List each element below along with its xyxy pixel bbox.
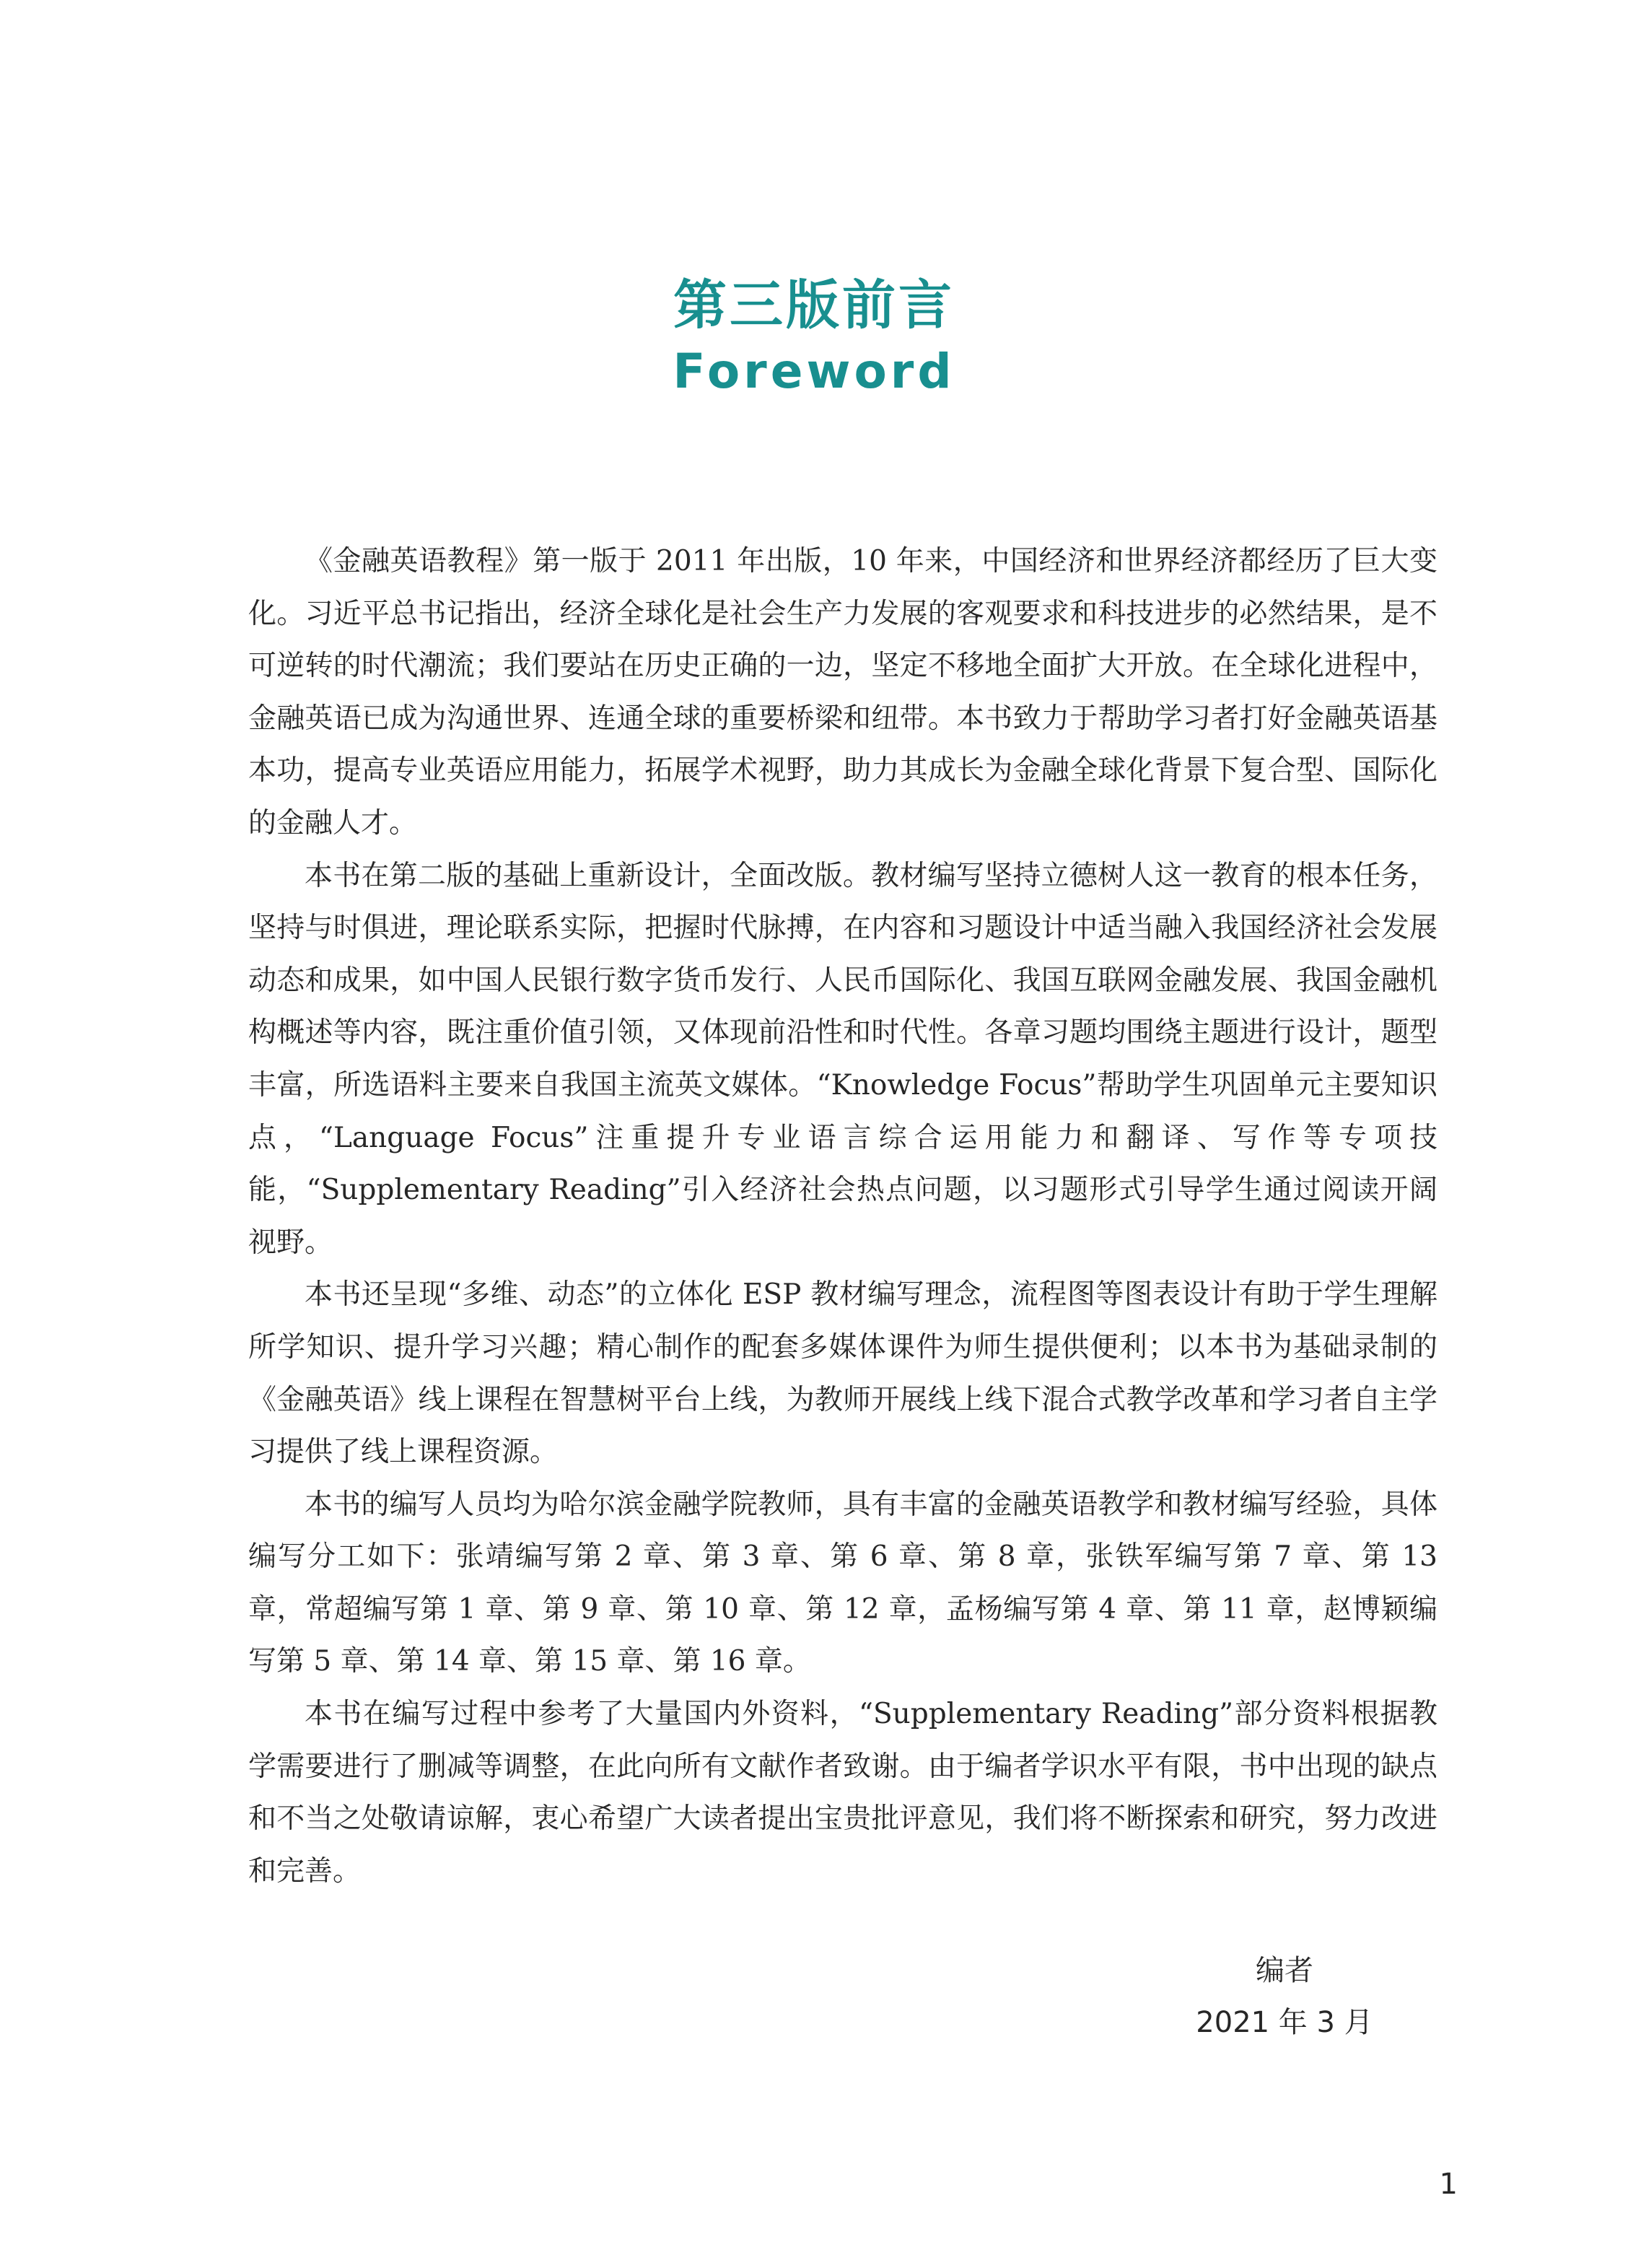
paragraph-1: 《金融英语教程》第一版于 2011 年出版，10 年来，中国经济和世界经济都经历了巨大变化。习近平总书记指出，经济全球化是社会生产力发展的客观要求和科技进步的必然结果，是不可逆转的时代潮流；我们要站在历史正确的一边，坚定不移地全面扩大开放。在全球化进程中，金融英语已成为沟通世界、连通全球的重要桥梁和纽带。本书致力于帮助学习者打好金融英语基本功，提高专业英语应用能力，拓展学术视野，助力其成长为金融全球化背景下复合型、国际化的金融人才。 bbox=[248, 545, 1437, 839]
page-number: 1 bbox=[1439, 2168, 1458, 2201]
paragraph-3: 本书还呈现“多维、动态”的立体化 ESP 教材编写理念，流程图等图表设计有助于学生理解所学知识、提升学习兴趣；精心制作的配套多媒体课件为师生提供便利；以本书为基础录制的《金融英语》线上课程在智慧树平台上线，为教师开展线上线下混合式教学改革和学习者自主学习提供了线上课程资源。 bbox=[248, 1278, 1437, 1469]
signature-author: 编者 bbox=[1256, 1954, 1313, 1987]
signature-date: 2021 年 3 月 bbox=[1196, 2006, 1373, 2039]
paragraph-4: 本书的编写人员均为哈尔滨金融学院教师，具有丰富的金融英语教学和教材编写经验，具体编写分工如下：张靖编写第 2 章、第 3 章、第 6 章、第 8 章，张铁军编写第 7 章、第 13 章，常超编写第 1 章、第 9 章、第 10 章、第 12 章，孟杨编写第 4 章、第 11 章，赵博颖编写第 5 章、第 14 章、第 15 章、第 16 章。 bbox=[248, 1488, 1437, 1678]
page-title-english: Foreword bbox=[673, 344, 955, 399]
paragraph-5: 本书在编写过程中参考了大量国内外资料，“Supplementary Reading”部分资料根据教学需要进行了删减等调整，在此向所有文献作者致谢。由于编者学识水平有限，书中出现的缺点和不当之处敬请谅解，衷心希望广大读者提出宝贵批评意见，我们将不断探索和研究，努力改进和完善。 bbox=[248, 1698, 1437, 1888]
page-title-chinese: 第三版前言 bbox=[673, 274, 955, 336]
foreword-body bbox=[248, 536, 1437, 1898]
paragraph-2: 本书在第二版的基础上重新设计，全面改版。教材编写坚持立德树人这一教育的根本任务，坚持与时俱进，理论联系实际，把握时代脉搏，在内容和习题设计中适当融入我国经济社会发展动态和成果，如中国人民银行数字货币发行、人民币国际化、我国互联网金融发展、我国金融机构概述等内容，既注重价值引领，又体现前沿性和时代性。各章习题均围绕主题进行设计，题型丰富，所选语料主要来自我国主流英文媒体。“Knowledge Focus”帮助学生巩固单元主要知识点，“Language Focus”注重提升专业语言综合运用能力和翻译、写作等专项技能，“Supplementary Reading”引入经济社会热点问题，以习题形式引导学生通过阅读开阔视野。 bbox=[248, 859, 1437, 1259]
